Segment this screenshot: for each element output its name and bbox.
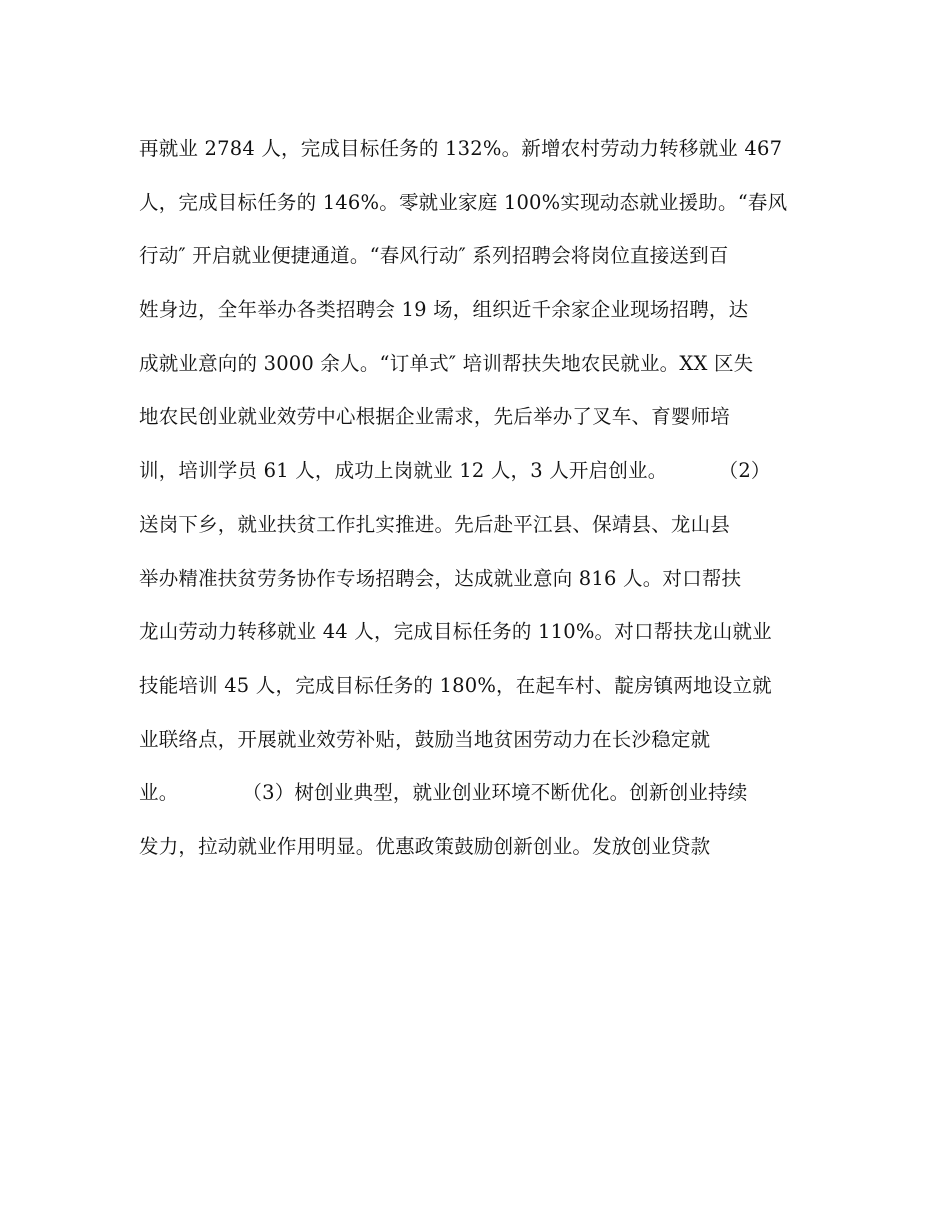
text-line: 业。 （3）树创业典型，就业创业环境不断优化。创新创业持续 [139, 781, 748, 805]
text-line: 送岗下乡，就业扶贫工作扎实推进。先后赴平江县、保靖县、龙山县 [139, 512, 731, 536]
text-line: 成就业意向的 3000 余人。“订单式″ 培训帮扶失地农民就业。XX 区失 [139, 351, 754, 375]
text-line: 业联络点，开展就业效劳补贴，鼓励当地贫困劳动力在长沙稳定就 [139, 727, 711, 751]
text-line: 地农民创业就业效劳中心根据企业需求，先后举办了叉车、育婴师培 [139, 405, 731, 429]
text-line: 行动″ 开启就业便捷通道。“春风行动″ 系列招聘会将岗位直接送到百 [139, 244, 729, 268]
body-text [139, 122, 839, 874]
text-line: 姓身边，全年举办各类招聘会 19 场，组织近千余家企业现场招聘，达 [139, 298, 749, 322]
text-line: 发力，拉动就业作用明显。优惠政策鼓励创新创业。发放创业贷款 [139, 834, 711, 858]
text-line: 技能培训 45 人，完成目标任务的 180%，在起车村、靛房镇两地设立就 [139, 673, 772, 697]
text-line: 举办精准扶贫劳务协作专场招聘会，达成就业意向 816 人。对口帮扶 [139, 566, 742, 590]
text-line: 龙山劳动力转移就业 44 人，完成目标任务的 110%。对口帮扶龙山就业 [139, 620, 772, 644]
text-line: 再就业 2784 人，完成目标任务的 132%。新增农村劳动力转移就业 467 [139, 137, 783, 160]
text-line: 人，完成目标任务的 146%。零就业家庭 100%实现动态就业援助。“春风 [139, 190, 788, 214]
text-line: 训，培训学员 61 人，成功上岗就业 12 人，3 人开启创业。 （2） [139, 459, 771, 483]
